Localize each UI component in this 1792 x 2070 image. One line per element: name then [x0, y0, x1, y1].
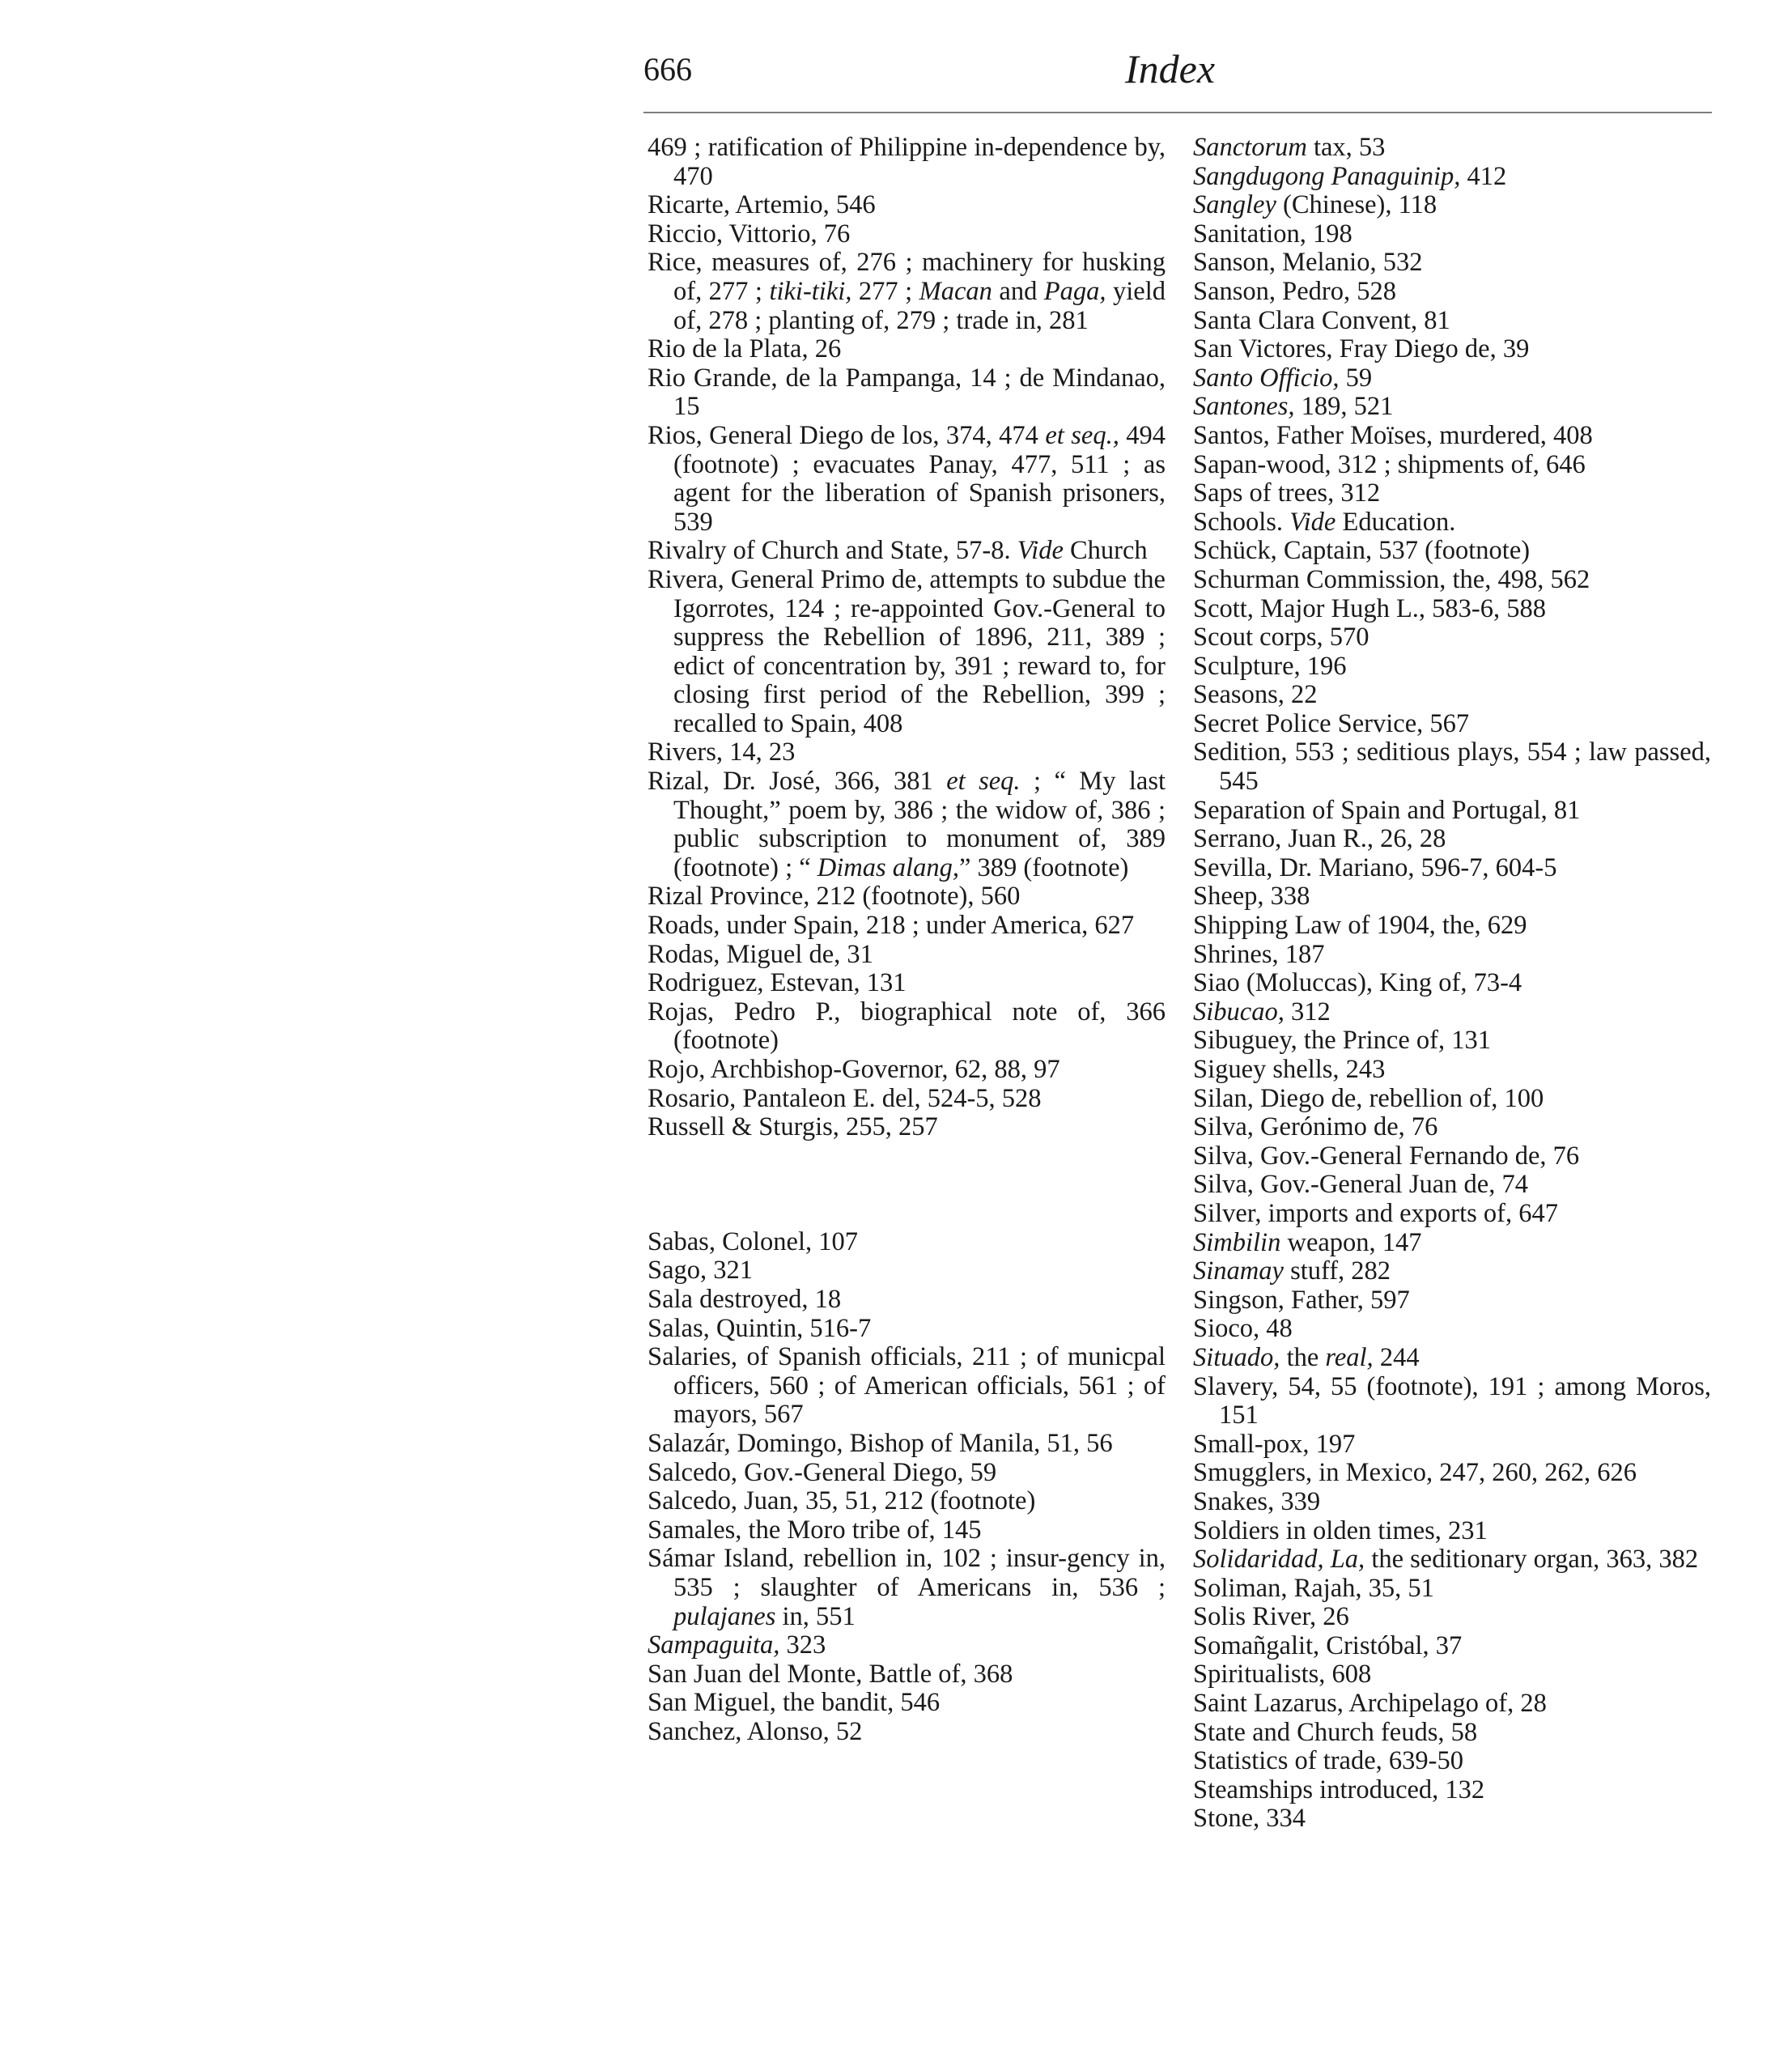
index-entry: Singson, Father, 597	[1193, 1285, 1410, 1315]
index-entry: Rojas, Pedro P., biographical note of, 366 (footnote)	[648, 997, 1166, 1056]
index-entry: Ricarte, Artemio, 546	[648, 190, 876, 220]
index-entry: Sibuguey, the Prince of, 131	[1193, 1026, 1491, 1056]
index-entry: Spiritualists, 608	[1193, 1660, 1372, 1690]
index-entry: Salcedo, Juan, 35, 51, 212 (footnote)	[648, 1486, 1036, 1516]
section-gap	[648, 1142, 1166, 1228]
index-entry: San Miguel, the bandit, 546	[648, 1688, 941, 1718]
index-entry: Sanchez, Alonso, 52	[648, 1716, 863, 1746]
index-entry: Scott, Major Hugh L., 583-6, 588	[1193, 593, 1547, 623]
index-entry: 469 ; ratification of Philippine in-dependence by, 470	[648, 133, 1166, 191]
index-entry: Soldiers in olden times, 231	[1193, 1515, 1488, 1545]
index-entry: Sanctorum tax, 53	[1193, 133, 1386, 162]
index-entry: Rio Grande, de la Pampanga, 14 ; de Mindanao, 15	[648, 363, 1166, 422]
index-entry: Sampaguita, 323	[648, 1630, 826, 1660]
index-entry: Silva, Gerónimo de, 76	[1193, 1112, 1438, 1142]
index-entry: Salas, Quintin, 516-7	[648, 1313, 872, 1343]
index-entry: Sevilla, Dr. Mariano, 596-7, 604-5	[1193, 852, 1557, 882]
index-entry: Sioco, 48	[1193, 1314, 1293, 1344]
index-entry: Serrano, Juan R., 26, 28	[1193, 824, 1446, 854]
index-entry: Simbilin weapon, 147	[1193, 1227, 1422, 1257]
index-entry: Salaries, of Spanish officials, 211 ; of municpal officers, 560 ; of American officials, 561 ; of mayors, 567	[648, 1342, 1166, 1430]
index-entry: Santa Clara Convent, 81	[1193, 305, 1450, 335]
index-entry: Santos, Father Moïses, murdered, 408	[1193, 420, 1593, 450]
index-entry: Sago, 321	[648, 1256, 753, 1286]
index-entry: Sámar Island, rebellion in, 102 ; insur-gency in, 535 ; slaughter of Americans in, 536 ; pulajanes in, 551	[648, 1544, 1166, 1631]
index-entry: Russell & Sturgis, 255, 257	[648, 1112, 938, 1142]
index-entry: Stone, 334	[1193, 1804, 1306, 1834]
index-entry: Seasons, 22	[1193, 680, 1318, 710]
index-entry: Sedition, 553 ; seditious plays, 554 ; law passed, 545	[1193, 737, 1711, 797]
index-entry: Secret Police Service, 567	[1193, 708, 1470, 738]
index-entry: Sculpture, 196	[1193, 651, 1347, 681]
index-entry: Rizal, Dr. José, 366, 381 et seq. ; “ My last Thought,” poem by, 386 ; the widow of, 386 ; public subscription to monument of, 389 (footnote) ; “ Dimas alang,” 389 (footnote)	[648, 767, 1166, 882]
index-entry: Samales, the Moro tribe of, 145	[648, 1515, 982, 1545]
index-entry: Sala destroyed, 18	[648, 1284, 842, 1314]
page-title: Index	[1125, 46, 1216, 91]
index-entry: Shrines, 187	[1193, 939, 1325, 969]
index-entry: Rodas, Miguel de, 31	[648, 939, 873, 969]
index-entry: Rivers, 14, 23	[648, 737, 796, 767]
index-entry: Small-pox, 197	[1193, 1429, 1356, 1459]
index-entry: Statistics of trade, 639-50	[1193, 1746, 1463, 1776]
index-entry: Sabas, Colonel, 107	[648, 1226, 858, 1256]
index-entry: San Victores, Fray Diego de, 39	[1193, 334, 1530, 364]
index-entry: Silva, Gov.-General Juan de, 74	[1193, 1170, 1528, 1200]
index-entry: Rios, General Diego de los, 374, 474 et seq., 494 (footnote) ; evacuates Panay, 477, 511 ; as agent for the liberation of Spanish prisoners, 539	[648, 420, 1166, 537]
index-entry: Salcedo, Gov.-General Diego, 59	[648, 1457, 997, 1487]
index-entry: San Juan del Monte, Battle of, 368	[648, 1659, 1013, 1689]
index-entry: Sanson, Melanio, 532	[1193, 248, 1423, 278]
index-entry: Sanitation, 198	[1193, 219, 1352, 249]
index-entry: Salazár, Domingo, Bishop of Manila, 51, 56	[648, 1428, 1113, 1458]
index-entry: Solis River, 26	[1193, 1602, 1349, 1632]
index-entry: State and Church feuds, 58	[1193, 1717, 1478, 1747]
index-entry: Roads, under Spain, 218 ; under America, 627	[648, 911, 1135, 941]
index-entry: Sibucao, 312	[1193, 997, 1331, 1026]
index-entry: Sinamay stuff, 282	[1193, 1256, 1391, 1286]
index-entry: Silan, Diego de, rebellion of, 100	[1193, 1083, 1544, 1113]
index-entry: Slavery, 54, 55 (footnote), 191 ; among Moros, 151	[1193, 1371, 1711, 1430]
index-entry: Solidaridad, La, the seditionary organ, 363, 382	[1193, 1545, 1699, 1575]
index-entry: Rizal Province, 212 (footnote), 560	[648, 882, 1021, 912]
index-entry: Soliman, Rajah, 35, 51	[1193, 1573, 1434, 1603]
index-entry: Schück, Captain, 537 (footnote)	[1193, 536, 1531, 566]
index-entry: Rodriguez, Estevan, 131	[648, 968, 907, 998]
index-entry: Rice, measures of, 276 ; machinery for husking of, 277 ; tiki-tiki, 277 ; Macan and Paga, yield of, 278 ; planting of, 279 ; trade in, 281	[648, 248, 1166, 335]
index-entry: Rosario, Pantaleon E. del, 524-5, 528	[648, 1083, 1042, 1113]
index-entry: Snakes, 339	[1193, 1486, 1321, 1516]
index-entry: Siguey shells, 243	[1193, 1055, 1386, 1084]
index-entry: Saps of trees, 312	[1193, 478, 1381, 508]
index-entry: Schools. Vide Education.	[1193, 507, 1456, 537]
index-column-right	[1193, 134, 1711, 1834]
index-entry: Silva, Gov.-General Fernando de, 76	[1193, 1141, 1580, 1171]
index-entry: Santo Officio, 59	[1193, 363, 1373, 393]
page-number: 666	[643, 51, 692, 87]
index-entry: Scout corps, 570	[1193, 623, 1369, 652]
index-entry: Smugglers, in Mexico, 247, 260, 262, 626	[1193, 1458, 1637, 1488]
index-entry: Rivalry of Church and State, 57-8. Vide Church	[648, 536, 1148, 566]
index-entry: Schurman Commission, the, 498, 562	[1193, 564, 1590, 594]
index-entry: Separation of Spain and Portugal, 81	[1193, 795, 1581, 825]
index-entry: Somañgalit, Cristóbal, 37	[1193, 1630, 1463, 1660]
header-rule	[643, 112, 1712, 113]
index-entry: Sangley (Chinese), 118	[1193, 190, 1437, 220]
index-entry: Riccio, Vittorio, 76	[648, 219, 851, 249]
index-column-left	[648, 134, 1166, 1746]
index-entry: Saint Lazarus, Archipelago of, 28	[1193, 1689, 1547, 1719]
index-entry: Steamships introduced, 132	[1193, 1775, 1485, 1804]
index-entry: Rio de la Plata, 26	[648, 334, 842, 364]
index-entry: Shipping Law of 1904, the, 629	[1193, 911, 1527, 941]
index-entry: Sangdugong Panaguinip, 412	[1193, 161, 1507, 191]
index-entry: Situado, the real, 244	[1193, 1342, 1420, 1372]
index-entry: Santones, 189, 521	[1193, 392, 1394, 422]
index-entry: Siao (Moluccas), King of, 73-4	[1193, 968, 1522, 998]
index-entry: Rojo, Archbishop-Governor, 62, 88, 97	[648, 1055, 1060, 1084]
index-entry: Sanson, Pedro, 528	[1193, 276, 1396, 306]
index-entry: Sapan-wood, 312 ; shipments of, 646	[1193, 449, 1586, 479]
index-entry: Rivera, General Primo de, attempts to subdue the Igorrotes, 124 ; re-appointed Gov.-General to suppress the Rebellion of 1896, 211, 389 ; edict of concentration by, 391 ; reward to, for closing first period of the Rebellion, 399 ; recalled to Spain, 408	[648, 564, 1166, 738]
index-entry: Silver, imports and exports of, 647	[1193, 1198, 1558, 1228]
index-entry: Sheep, 338	[1193, 882, 1310, 912]
